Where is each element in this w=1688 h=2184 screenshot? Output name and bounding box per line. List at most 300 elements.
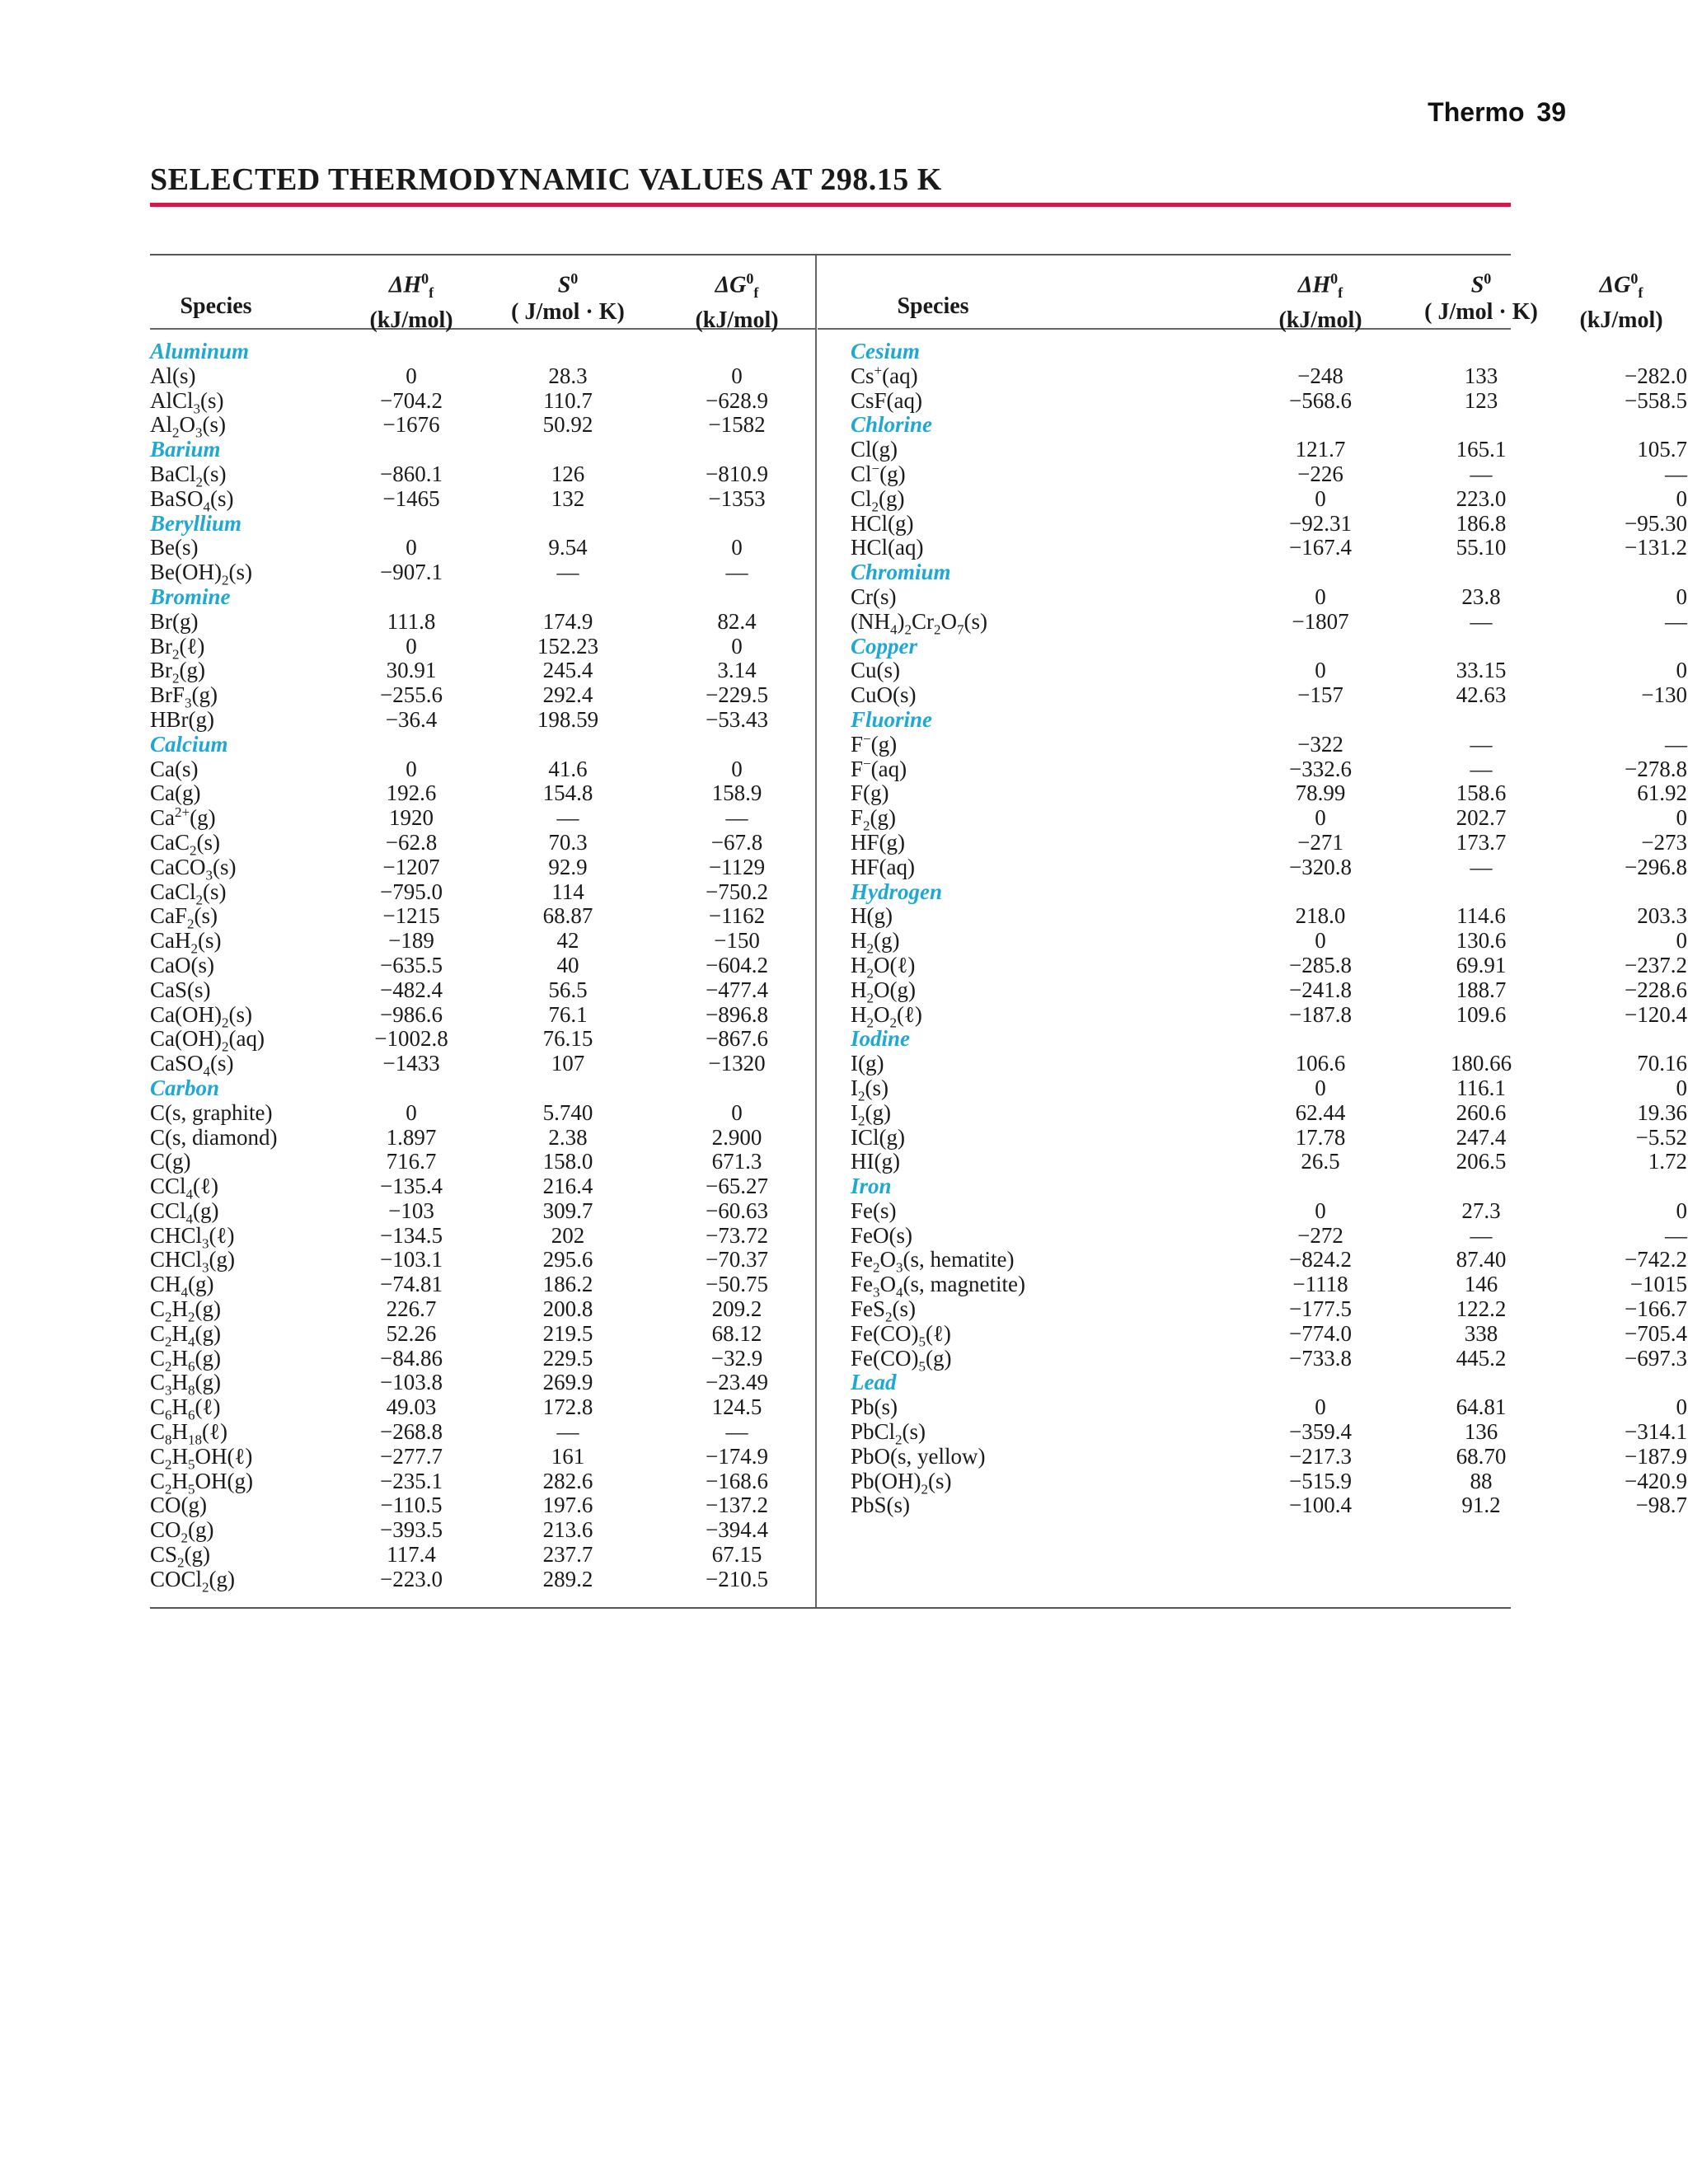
table-row xyxy=(150,461,815,490)
table-row xyxy=(150,1370,815,1399)
group-heading xyxy=(818,708,1511,733)
table-row xyxy=(150,1517,815,1546)
group-heading xyxy=(818,560,1511,585)
s-symbol-right: $S^0$ xyxy=(1470,270,1492,298)
s-cell: — xyxy=(1470,756,1493,781)
species-cell: $C_2H_6(g)$ xyxy=(150,1345,221,1375)
s-cell: — xyxy=(1470,608,1493,634)
dg-cell: −150 xyxy=(714,928,760,954)
s-cell: 136 xyxy=(1464,1419,1498,1445)
species-cell: FeS$_2$(s) xyxy=(851,1296,917,1325)
dg-cell: 2.900 xyxy=(711,1124,762,1150)
dh-cell: 30.91 xyxy=(386,658,437,683)
dg-cell: 61.92 xyxy=(1637,780,1687,806)
species-cell: $C_2H_5OH(\ell)$ xyxy=(150,1443,253,1473)
dh-cell: −100.4 xyxy=(1289,1493,1352,1518)
s-cell: 88 xyxy=(1470,1468,1493,1493)
dh-cell: −1465 xyxy=(382,485,440,511)
table-row xyxy=(818,1197,1687,1224)
s-cell: 174.9 xyxy=(542,608,593,634)
dg-cell: −130 xyxy=(1641,682,1687,708)
dg-cell: 0 xyxy=(1676,1394,1687,1420)
species-cell: HCl(aq) xyxy=(851,535,924,560)
table-row xyxy=(150,1101,815,1126)
dg-cell: 0 xyxy=(1676,658,1687,683)
dh-symbol-right: $\Delta H^0_f$ xyxy=(1297,270,1343,301)
dg-cell: −53.43 xyxy=(706,706,768,732)
dg-cell: −558.5 xyxy=(1625,387,1687,413)
dg-cell: — xyxy=(725,805,748,831)
s-cell: 445.2 xyxy=(1456,1345,1507,1371)
s-cell: — xyxy=(1470,731,1493,757)
species-cell: $C_2H_4(g)$ xyxy=(150,1320,221,1350)
table-row xyxy=(150,1174,815,1202)
dg-cell: −73.72 xyxy=(706,1222,768,1248)
species-cell: H(g) xyxy=(851,903,893,929)
table-row xyxy=(150,1126,815,1151)
dh-cell: −187.8 xyxy=(1289,1001,1352,1027)
dg-cell: 0 xyxy=(1676,583,1687,609)
dh-cell: −226 xyxy=(1297,461,1343,486)
dh-cell: −103 xyxy=(388,1197,434,1223)
s-cell: 70.3 xyxy=(548,829,588,855)
table-row xyxy=(818,755,1687,782)
species-cell: CHCl$_3$(g) xyxy=(150,1247,236,1276)
species-cell: $Al_2O_3(s)$ xyxy=(150,412,226,441)
species-cell: $F_2(g)$ xyxy=(851,805,897,834)
table-row xyxy=(150,757,815,782)
species-cell: $Cl_2(g)$ xyxy=(851,485,905,515)
dg-cell: −1162 xyxy=(708,903,766,929)
table-row xyxy=(150,1272,815,1301)
table-row xyxy=(818,1272,1687,1301)
s-cell: 23.8 xyxy=(1461,583,1501,609)
dh-cell: 0 xyxy=(1315,805,1326,831)
species-cell: CaO(s) xyxy=(150,952,214,977)
dg-cell: −394.4 xyxy=(706,1517,768,1543)
table-row xyxy=(150,1542,815,1571)
table-row xyxy=(150,1296,815,1325)
species-cell: HF(aq) xyxy=(851,854,915,879)
s-cell: 206.5 xyxy=(1456,1149,1507,1174)
species-cell: CO(g) xyxy=(150,1493,207,1518)
dh-cell: −907.1 xyxy=(380,560,443,585)
dh-cell: −774.0 xyxy=(1289,1320,1352,1346)
s-cell: 130.6 xyxy=(1456,928,1507,954)
species-cell: $I_2(g)$ xyxy=(851,1099,891,1129)
dg-cell: −210.5 xyxy=(706,1566,768,1591)
species-cell: $(NH_4)_2Cr_2O_7(s)$ xyxy=(851,608,987,638)
dh-cell: 0 xyxy=(1315,485,1326,511)
s-symbol-text: S xyxy=(557,272,571,298)
dh-cell: −320.8 xyxy=(1289,854,1352,879)
s-cell: 107 xyxy=(551,1051,585,1076)
s-cell: 68.87 xyxy=(542,903,593,929)
species-cell: $Fe_3O_4(s$, magnetite) xyxy=(851,1272,1025,1301)
dg-cell: 82.4 xyxy=(717,608,757,634)
species-cell: Cl(g) xyxy=(851,437,898,462)
dh-cell: 26.5 xyxy=(1301,1149,1340,1174)
dh-cell: −84.86 xyxy=(380,1345,443,1371)
table-row xyxy=(150,854,815,883)
dh-cell: −167.4 xyxy=(1289,535,1352,560)
dg-cell: 68.12 xyxy=(711,1320,762,1346)
dh-cell: −62.8 xyxy=(385,829,438,855)
s-cell: 42 xyxy=(556,928,579,954)
rows-left xyxy=(150,339,815,1596)
dh-cell: 106.6 xyxy=(1295,1051,1346,1076)
s-cell: 146 xyxy=(1464,1272,1498,1297)
s-cell: 219.5 xyxy=(542,1320,593,1346)
table-row xyxy=(150,1566,815,1596)
species-cell: $Br_2(\ell)$ xyxy=(150,633,205,662)
dh-cell: −482.4 xyxy=(380,977,443,1002)
dg-cell: −867.6 xyxy=(706,1026,768,1052)
table-row xyxy=(150,610,815,635)
s-cell: 152.23 xyxy=(537,633,599,658)
s-cell: 237.7 xyxy=(542,1542,593,1568)
dg-cell: −1320 xyxy=(708,1051,766,1076)
dg-cell: −282.0 xyxy=(1625,363,1687,388)
table-row xyxy=(818,535,1687,560)
table-row xyxy=(818,1149,1687,1174)
table-row xyxy=(818,387,1687,414)
species-cell: $Fe(CO)_5(\ell)$ xyxy=(851,1320,951,1350)
dg-cell: −705.4 xyxy=(1625,1320,1687,1346)
s-unit-right: ( J/mol · K) xyxy=(1424,299,1538,326)
s-cell: 126 xyxy=(551,461,585,486)
dg-cell: −296.8 xyxy=(1625,854,1687,879)
header-label: Thermo xyxy=(1428,97,1525,127)
dg-cell: −1015 xyxy=(1629,1272,1687,1297)
s-cell: 69.91 xyxy=(1456,952,1507,977)
dg-cell: 0 xyxy=(731,633,743,658)
dg-cell: −1129 xyxy=(708,854,766,879)
s-cell: 154.8 xyxy=(542,780,593,806)
table-row xyxy=(818,1443,1687,1469)
species-cell: PbS(s) xyxy=(851,1493,911,1518)
dh-cell: −1433 xyxy=(382,1051,440,1076)
species-cell: Ca(g) xyxy=(150,780,201,806)
s-cell: — xyxy=(556,805,579,831)
species-cell: $C_6H_6(\ell)$ xyxy=(150,1394,221,1423)
table-row xyxy=(150,1222,815,1252)
group-heading xyxy=(150,340,815,364)
dg-cell: −32.9 xyxy=(710,1345,763,1371)
s-cell: 295.6 xyxy=(542,1247,593,1272)
group-heading-label: Aluminum xyxy=(150,339,250,363)
table-row xyxy=(150,682,815,711)
table-row xyxy=(818,510,1687,537)
table-row xyxy=(818,730,1687,757)
dh-cell: −92.31 xyxy=(1289,510,1352,536)
s-cell: 92.9 xyxy=(548,854,588,879)
dg-cell: −314.1 xyxy=(1625,1419,1687,1445)
species-cell: HF(g) xyxy=(851,829,905,855)
table-row xyxy=(150,806,815,831)
s-header xyxy=(490,265,646,326)
dh-cell: −1215 xyxy=(382,903,440,929)
s-cell: 42.63 xyxy=(1456,682,1507,708)
s-cell: — xyxy=(1470,461,1493,486)
table-row xyxy=(818,928,1687,957)
table-row xyxy=(818,437,1687,462)
s-cell: 110.7 xyxy=(543,387,593,413)
species-cell: CaCO$_3$(s) xyxy=(150,854,237,883)
s-cell: 202 xyxy=(551,1222,585,1248)
dh-cell: −135.4 xyxy=(380,1174,443,1199)
table-row xyxy=(150,658,815,687)
dh-cell: 226.7 xyxy=(386,1296,437,1322)
s-symbol: $S^0$ xyxy=(557,270,579,298)
table-row xyxy=(150,708,815,733)
dg-cell: 19.36 xyxy=(1637,1099,1687,1125)
s-cell: 41.6 xyxy=(548,756,588,781)
table-row xyxy=(818,1296,1687,1325)
group-heading-label: Fluorine xyxy=(851,706,933,732)
dg-cell: −67.8 xyxy=(710,829,763,855)
dh-cell: −103.8 xyxy=(380,1370,443,1395)
species-cell: AlCl$_3$(s) xyxy=(150,387,224,416)
s-cell: 282.6 xyxy=(542,1468,593,1493)
species-cell: BaSO$_4$(s) xyxy=(150,485,234,515)
table-row xyxy=(150,1026,815,1055)
species-cell: Ca(s) xyxy=(150,756,199,781)
s-cell: 33.15 xyxy=(1456,658,1507,683)
dg-cell: 67.15 xyxy=(711,1542,762,1568)
title-rule xyxy=(150,203,1511,207)
table-row xyxy=(150,978,815,1003)
s-cell: 40 xyxy=(556,952,579,977)
group-heading-label: Barium xyxy=(150,437,221,462)
s-cell: 28.3 xyxy=(548,363,588,388)
group-heading xyxy=(150,512,815,537)
s-cell: 123 xyxy=(1464,387,1498,413)
s-cell: — xyxy=(556,1419,579,1445)
group-heading xyxy=(818,880,1511,905)
table-row xyxy=(150,633,815,662)
dh-cell: 0 xyxy=(1315,583,1326,609)
dg-cell: −477.4 xyxy=(706,977,768,1002)
dg-cell: −273 xyxy=(1641,829,1687,855)
species-cell: $Ca^{2+}(g)$ xyxy=(150,804,216,831)
dg-cell: −228.6 xyxy=(1625,977,1687,1002)
s-cell: 186.8 xyxy=(1456,510,1507,536)
table-row xyxy=(818,460,1687,487)
dg-cell: −810.9 xyxy=(706,461,768,486)
s-cell: 229.5 xyxy=(542,1345,593,1371)
dg-cell: 0 xyxy=(1676,805,1687,831)
species-cell: CaF$_2$(s) xyxy=(150,903,218,932)
dh-cell: 0 xyxy=(1315,928,1326,954)
s-cell: — xyxy=(1470,1222,1493,1248)
s-cell: — xyxy=(1470,854,1493,879)
dg-cell: 0 xyxy=(1676,485,1687,511)
species-cell: $Br_2(g)$ xyxy=(150,658,205,687)
dg-cell: 105.7 xyxy=(1637,437,1687,462)
table-row xyxy=(818,1124,1687,1151)
species-cell: PbCl$_2$(s) xyxy=(851,1419,926,1448)
species-cell: $C_8H_{18}(\ell)$ xyxy=(150,1419,227,1448)
dh-cell: −795.0 xyxy=(380,879,443,904)
dg-cell: −750.2 xyxy=(706,879,768,904)
dh-cell: 52.26 xyxy=(386,1320,437,1346)
dg-cell: −742.2 xyxy=(1625,1247,1687,1272)
species-cell: $C_2H_2(g)$ xyxy=(150,1296,221,1325)
species-cell: COCl$_2$(g) xyxy=(150,1566,236,1596)
dg-cell: −65.27 xyxy=(706,1174,768,1199)
s-cell: 87.40 xyxy=(1456,1247,1507,1272)
table-row xyxy=(818,1320,1687,1350)
group-heading-label: Lead xyxy=(851,1370,897,1395)
table-row xyxy=(818,805,1687,834)
s-cell: 309.7 xyxy=(542,1197,593,1223)
dg-symbol-right-text: ΔG xyxy=(1599,272,1631,298)
group-heading xyxy=(818,1174,1511,1199)
dh-cell: −36.4 xyxy=(385,706,438,732)
dg-cell: −131.2 xyxy=(1625,535,1687,560)
table-row xyxy=(150,560,815,588)
dh-cell: −271 xyxy=(1297,829,1343,855)
group-heading xyxy=(150,438,815,462)
table-row xyxy=(150,829,815,859)
species-cell: I(g) xyxy=(851,1051,884,1076)
s-cell: 56.5 xyxy=(548,977,588,1002)
table-row xyxy=(818,1099,1687,1129)
dh-cell: −1002.8 xyxy=(374,1026,448,1052)
dh-cell: 0 xyxy=(406,1099,417,1125)
table-row xyxy=(818,1394,1687,1420)
column-divider xyxy=(815,255,817,1607)
s-cell: 114.6 xyxy=(1456,903,1506,929)
s-cell: 338 xyxy=(1464,1320,1498,1346)
dg-cell: −5.52 xyxy=(1635,1124,1687,1150)
species-cell: CaSO$_4$(s) xyxy=(150,1051,234,1080)
dg-cell: −120.4 xyxy=(1625,1001,1687,1027)
group-heading-label: Beryllium xyxy=(150,510,242,536)
species-cell: Cs+(aq) xyxy=(851,362,918,388)
s-cell: 197.6 xyxy=(542,1493,593,1518)
s-cell: 5.740 xyxy=(542,1099,593,1125)
dg-cell: −166.7 xyxy=(1625,1296,1687,1322)
group-heading-label: Chromium xyxy=(851,560,951,585)
species-cell: $CS_2(g)$ xyxy=(150,1542,211,1571)
dh-cell: 111.8 xyxy=(387,608,436,634)
dg-cell: 1.72 xyxy=(1648,1149,1687,1174)
dg-cell: 0 xyxy=(731,1099,743,1125)
dg-cell: −60.63 xyxy=(706,1197,768,1223)
s-cell: 269.9 xyxy=(542,1370,593,1395)
s-cell: 292.4 xyxy=(542,682,593,708)
dh-cell: 62.44 xyxy=(1295,1099,1346,1125)
dh-cell: 49.03 xyxy=(386,1394,437,1420)
table-row xyxy=(818,1222,1687,1249)
species-cell: $Ca(OH)_2(s)$ xyxy=(150,1001,252,1030)
dg-cell: 0 xyxy=(731,535,743,560)
dh-cell: −1676 xyxy=(382,412,440,438)
species-cell: $Pb(OH)_2(s)$ xyxy=(851,1468,952,1497)
table-row xyxy=(150,781,815,806)
dh-cell: −733.8 xyxy=(1289,1345,1352,1371)
s-cell: 158.0 xyxy=(542,1149,593,1174)
group-heading xyxy=(150,585,815,610)
s-symbol-right-text: S xyxy=(1470,272,1484,298)
group-heading-label: Copper xyxy=(851,633,917,658)
dg-cell: — xyxy=(725,1419,748,1445)
table-row xyxy=(150,1320,815,1350)
dh-cell: −322 xyxy=(1297,731,1343,757)
dh-cell: −268.8 xyxy=(380,1419,443,1445)
species-cell: CaS(s) xyxy=(150,977,211,1002)
s-cell: 76.1 xyxy=(548,1001,588,1027)
species-cell: $I_2(s)$ xyxy=(851,1075,889,1104)
s-cell: 200.8 xyxy=(542,1296,593,1322)
species-cell: BaCl$_2$(s) xyxy=(150,461,227,490)
table-row xyxy=(150,1419,815,1448)
table-row xyxy=(818,952,1687,982)
table-row xyxy=(818,1051,1687,1076)
dh-cell: −103.1 xyxy=(380,1247,443,1272)
dh-cell: 17.78 xyxy=(1295,1124,1346,1150)
species-cell: CCl$_4$(g) xyxy=(150,1197,219,1227)
table-row xyxy=(150,1345,815,1375)
table-row xyxy=(150,954,815,978)
s-cell: 289.2 xyxy=(542,1566,593,1591)
s-cell: 173.7 xyxy=(1456,829,1507,855)
table-row xyxy=(150,1197,815,1227)
s-cell: 55.10 xyxy=(1456,535,1507,560)
dh-cell: −74.81 xyxy=(380,1272,443,1297)
s-cell: 133 xyxy=(1464,363,1498,388)
table-row xyxy=(818,608,1687,638)
dh-unit: (kJ/mol) xyxy=(369,307,453,333)
dh-cell: −285.8 xyxy=(1289,952,1352,977)
species-cell: $H_2O(\ell)$ xyxy=(851,952,916,982)
dh-cell: −241.8 xyxy=(1289,977,1352,1002)
table-row xyxy=(150,928,815,957)
dg-cell: 209.2 xyxy=(711,1296,762,1322)
dh-cell: −235.1 xyxy=(380,1468,443,1493)
species-cell: $CH_4(g)$ xyxy=(150,1272,214,1301)
dg-cell: — xyxy=(1665,608,1687,634)
group-heading-label: Bromine xyxy=(150,583,231,609)
s-cell: 180.66 xyxy=(1450,1051,1512,1076)
species-cell: CaH$_2$(s) xyxy=(150,928,222,957)
dh-cell: 1920 xyxy=(389,805,434,831)
dg-unit-right: (kJ/mol) xyxy=(1579,307,1663,333)
page-number xyxy=(1428,97,1566,128)
table-row xyxy=(818,977,1687,1006)
page-title: SELECTED THERMODYNAMIC VALUES AT 298.15 K xyxy=(150,162,942,197)
table-row xyxy=(150,1150,815,1174)
species-cell: HCl(g) xyxy=(851,510,914,536)
species-header xyxy=(150,293,282,320)
s-cell: 91.2 xyxy=(1461,1493,1501,1518)
group-heading-label: Cesium xyxy=(851,339,921,363)
dh-header-right xyxy=(1246,265,1395,334)
group-heading xyxy=(818,340,1511,364)
dg-cell: −50.75 xyxy=(706,1272,768,1297)
dh-cell: 121.7 xyxy=(1295,437,1346,462)
table-row xyxy=(150,1443,815,1473)
table-row xyxy=(818,1419,1687,1448)
dh-cell: 218.0 xyxy=(1295,903,1346,929)
dh-symbol-right-text: ΔH xyxy=(1297,272,1331,298)
table-row xyxy=(818,362,1687,389)
dh-cell: 0 xyxy=(1315,1394,1326,1420)
dg-unit: (kJ/mol) xyxy=(695,307,779,333)
species-cell: C(s, diamond) xyxy=(150,1124,278,1150)
